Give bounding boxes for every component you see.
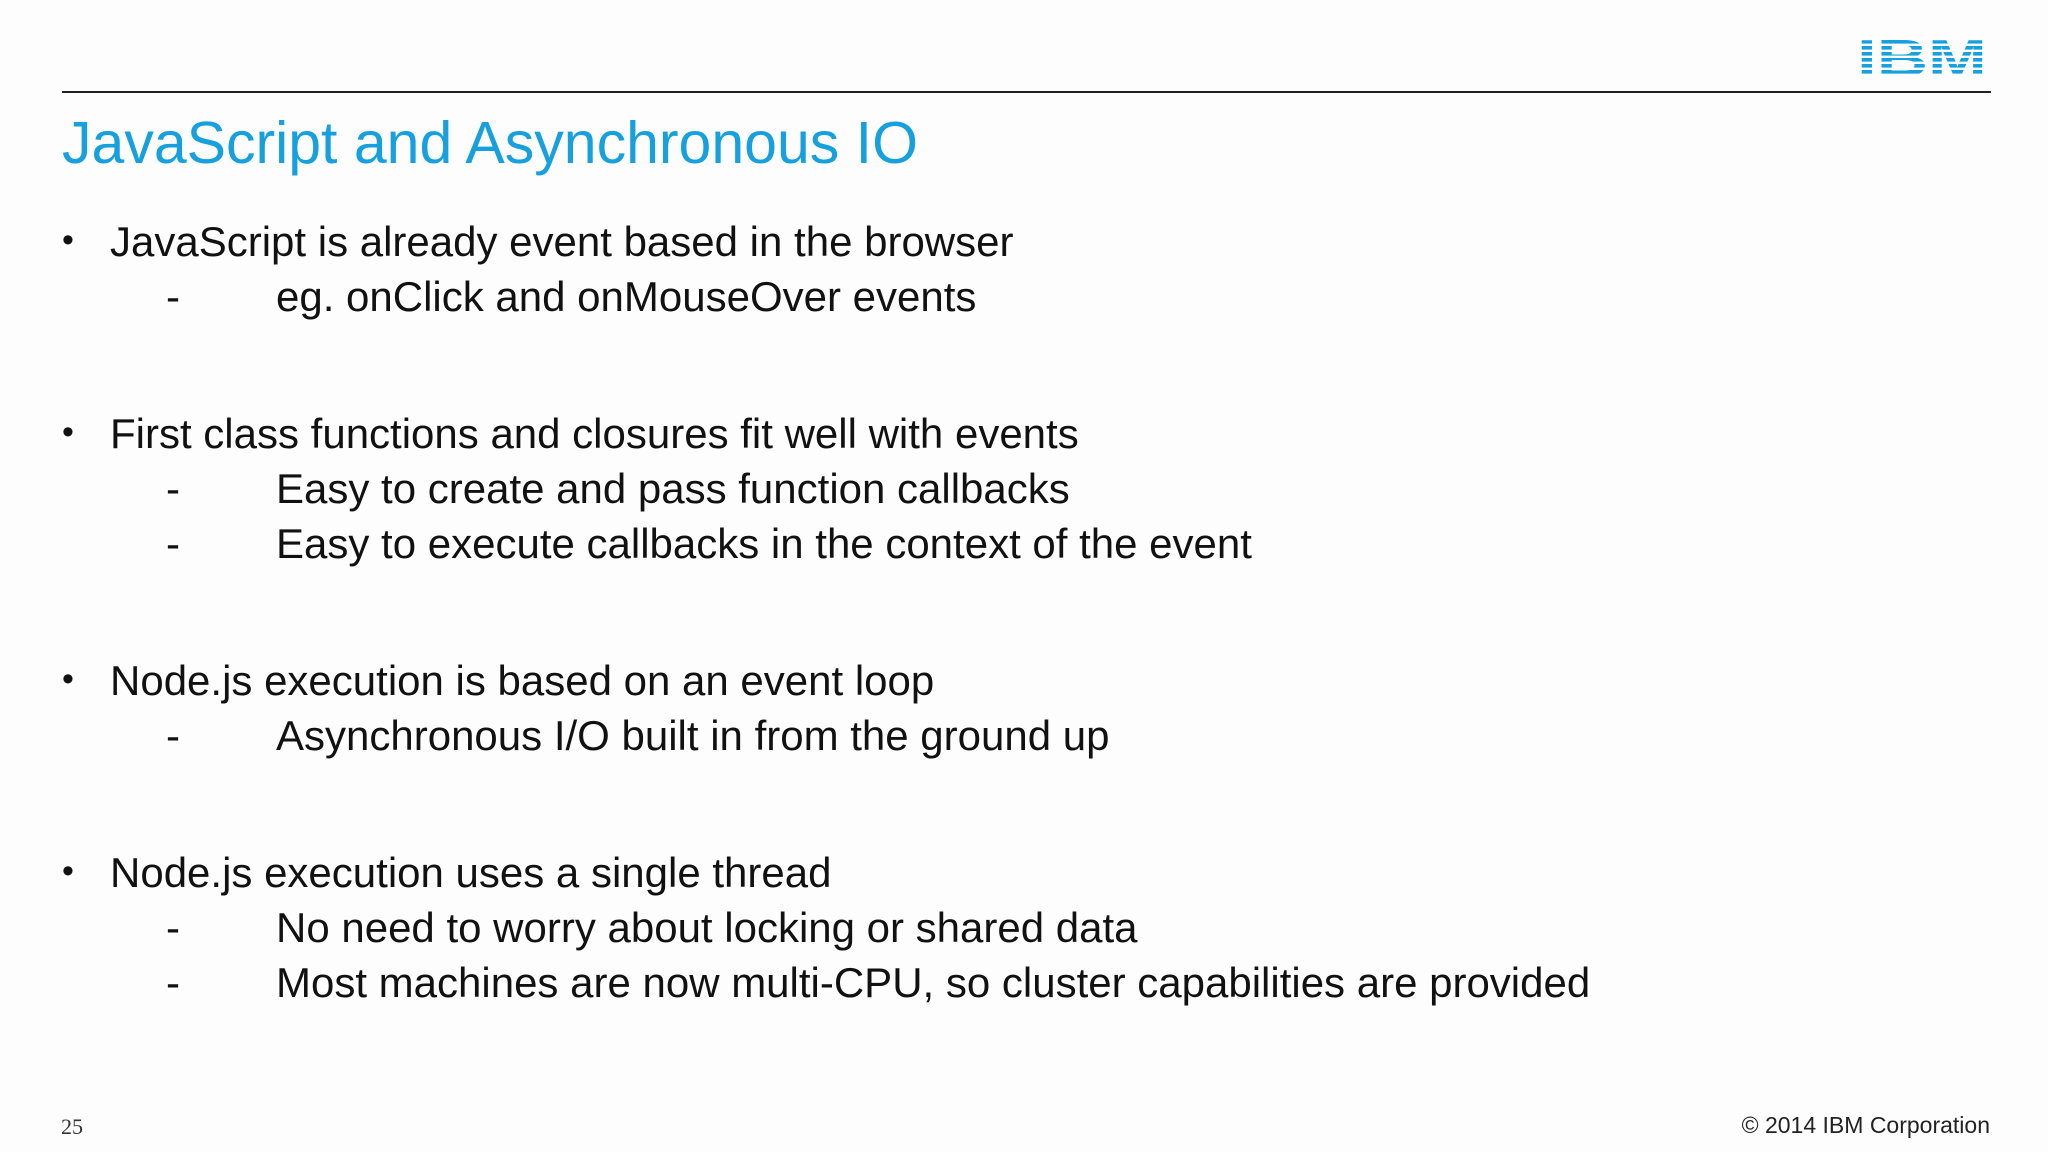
sub-bullet-item <box>62 269 1962 324</box>
header-divider <box>62 91 1991 93</box>
bullet-item <box>62 653 1962 708</box>
bullet-text: Node.js execution uses a single thread <box>110 849 832 896</box>
sub-bullet-text: Asynchronous I/O built in from the ground up <box>276 712 1110 759</box>
sub-bullet-dash: - <box>166 712 180 759</box>
sub-bullet-item <box>62 516 1962 571</box>
bullet-dot: • <box>62 660 74 698</box>
bullet-group-4 <box>62 845 1962 1010</box>
sub-bullet-item <box>62 900 1962 955</box>
sub-bullet-text: Most machines are now multi-CPU, so cluster capabilities are provided <box>276 959 1591 1006</box>
bullet-dot: • <box>62 852 74 890</box>
sub-bullet-dash: - <box>166 959 180 1006</box>
sub-bullet-text: Easy to execute callbacks in the context of the event <box>276 520 1252 567</box>
bullet-text: First class functions and closures fit well with events <box>110 410 1079 457</box>
svg-text:IBM: IBM <box>1857 34 1987 80</box>
bullet-dot: • <box>62 221 74 259</box>
bullet-text: JavaScript is already event based in the browser <box>110 218 1014 265</box>
bullet-group-1 <box>62 214 1962 324</box>
sub-bullet-text: Easy to create and pass function callbacks <box>276 465 1070 512</box>
sub-bullet-dash: - <box>166 904 180 951</box>
bullet-item <box>62 214 1962 269</box>
bullet-dot: • <box>62 413 74 451</box>
sub-bullet-item <box>62 955 1962 1010</box>
sub-bullet-item <box>62 461 1962 516</box>
copyright-notice: © 2014 IBM Corporation <box>1741 1112 1990 1138</box>
bullet-item <box>62 845 1962 900</box>
bullet-item <box>62 406 1962 461</box>
bullet-group-3 <box>62 653 1962 763</box>
sub-bullet-item <box>62 708 1962 763</box>
ibm-logo <box>1856 34 1988 80</box>
sub-bullet-dash: - <box>166 520 180 567</box>
sub-bullet-dash: - <box>166 273 180 320</box>
bullet-list <box>62 214 1962 1010</box>
bullet-text: Node.js execution is based on an event loop <box>110 657 935 704</box>
sub-bullet-text: No need to worry about locking or shared data <box>276 904 1138 951</box>
bullet-group-2 <box>62 406 1962 571</box>
slide-title: JavaScript and Asynchronous IO <box>62 110 918 176</box>
page-number: 25 <box>61 1114 83 1139</box>
sub-bullet-dash: - <box>166 465 180 512</box>
sub-bullet-text: eg. onClick and onMouseOver events <box>276 273 977 320</box>
